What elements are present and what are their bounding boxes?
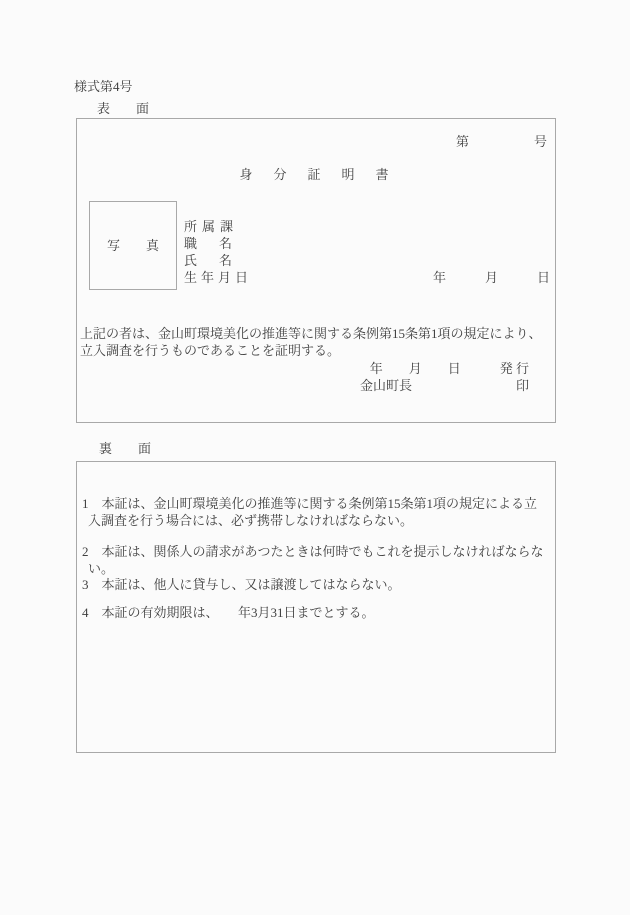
back-rule-item-2 (82, 543, 546, 577)
job-title-field-label: 職名 (184, 236, 255, 251)
item-text: 本証の有効期限は、 年3月31日までとする。 (101, 605, 375, 620)
department-field-label: 所属課 (184, 219, 239, 234)
photo-placeholder-box (89, 201, 177, 290)
birthdate-field-label: 生年月日 (184, 270, 253, 285)
item-text: 本証は、関係人の請求があつたときは何時でもこれを提示しなければならない。 (88, 544, 544, 576)
form-number-label: 様式第4号 (74, 79, 133, 94)
back-rule-item-3 (82, 576, 546, 593)
serial-number-line: 第 号 (455, 134, 547, 149)
item-number: 1 (82, 496, 89, 511)
name-field-label: 氏名 (184, 253, 255, 268)
id-card-back-box (76, 461, 556, 753)
id-card-front-box (76, 118, 556, 423)
birthdate-blank-line: 年 月 日 (432, 270, 550, 285)
item-text: 本証は、金山町環境美化の推進等に関する条例第15条第1項の規定による立入調査を行う場合には、必ず携帯しなければならない。 (88, 496, 538, 528)
field-row-title (184, 235, 254, 252)
back-section-label: 裏 面 (99, 441, 152, 456)
certification-statement: 上記の者は、金山町環境美化の推進等に関する条例第15条第1項の規定により、立入調査を行うものであることを証明する。 (80, 326, 542, 358)
issue-date-line: 年 月 日 発 行 (369, 361, 529, 376)
item-number: 3 (82, 577, 89, 592)
item-number: 4 (82, 605, 89, 620)
field-row-department (184, 218, 254, 235)
back-rule-item-4 (82, 604, 546, 621)
personal-fields (184, 218, 254, 286)
item-number: 2 (82, 544, 89, 559)
front-section-label: 表 面 (97, 101, 150, 116)
item-text: 本証は、他人に貸与し、又は譲渡してはならない。 (101, 577, 401, 592)
field-row-birthdate (184, 269, 254, 286)
field-row-name (184, 252, 254, 269)
card-title: 身 分 証 明 書 (239, 167, 393, 182)
photo-label: 写 真 (106, 238, 159, 253)
back-rule-item-1 (82, 495, 546, 529)
issuer-mayor-seal-line: 金山町長 印 (359, 378, 529, 393)
